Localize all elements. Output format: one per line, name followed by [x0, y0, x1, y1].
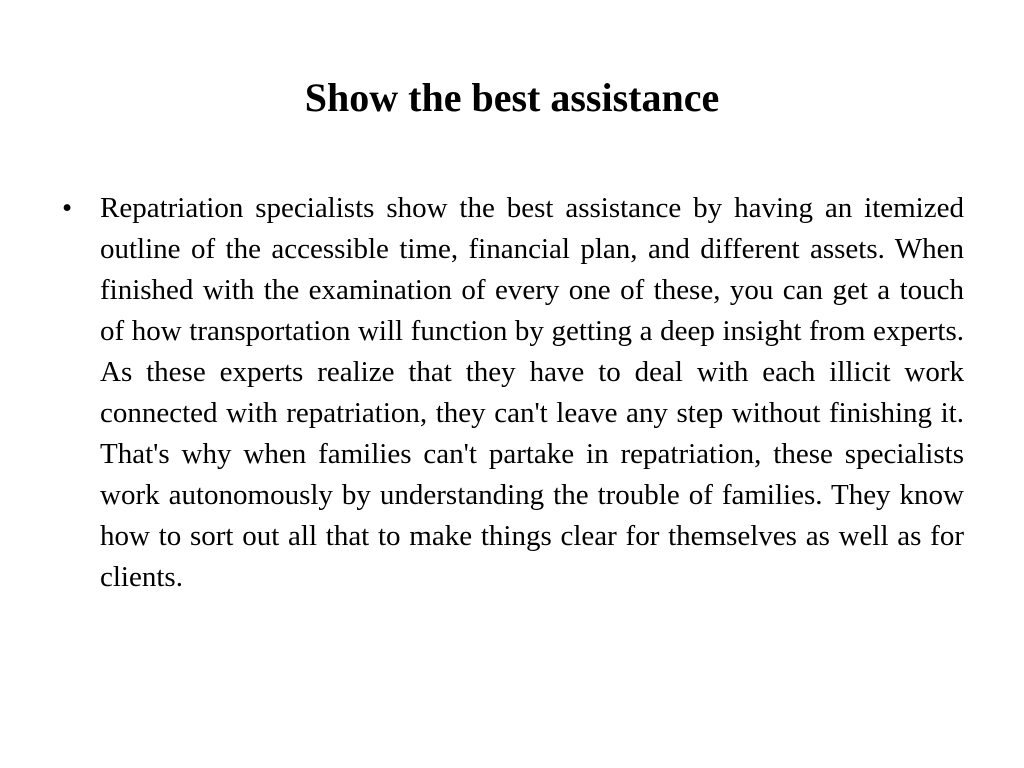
slide-title: Show the best assistance [304, 75, 720, 120]
bullet-text: Repatriation specialists show the best assistance by having an itemized outline of the accessible time, financial plan, and different assets. When finished with the examination of every one of these, you can get a touch of how transportation will function by getting a deep insight from experts. As these experts realize that they have to deal with each illicit work connected with repatriation, they can't leave any step without finishing it. That's why when families can't partake in repatriation, these specialists work autonomously by understanding the trouble of families. They know how to sort out all that to make things clear for themselves as well as for clients. [100, 192, 964, 593]
bullet-list [60, 188, 964, 598]
bullet-marker: • [62, 192, 73, 224]
bullet-item [60, 188, 964, 598]
